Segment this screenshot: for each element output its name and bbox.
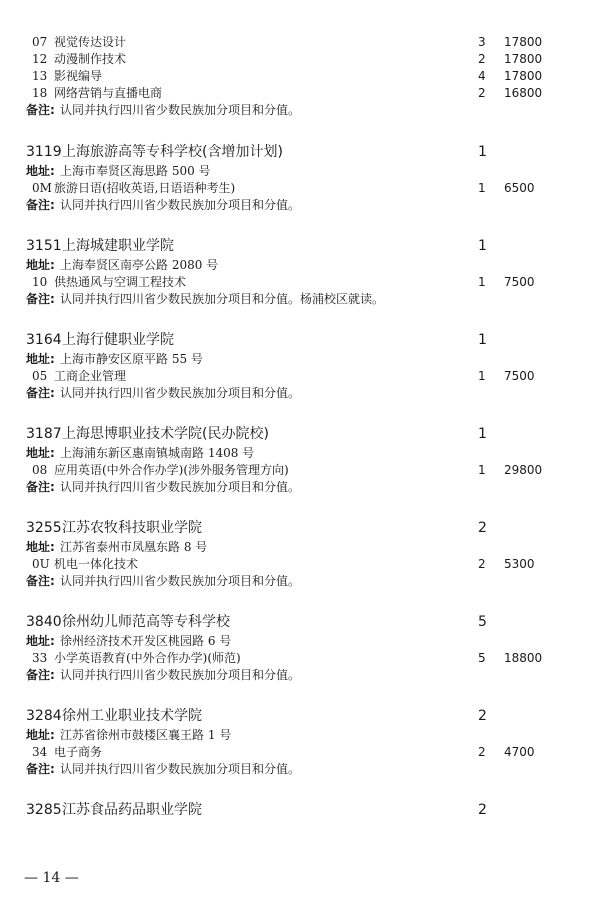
address-text: 徐州经济技术开发区桃园路 6 号: [60, 634, 232, 648]
remark-text: 认同并执行四川省少数民族加分项目和分值。: [60, 386, 301, 400]
major-row: [0, 84, 600, 102]
major-tuition: 17800: [504, 52, 543, 66]
major-count: 2: [478, 557, 486, 571]
address-row: [0, 726, 600, 744]
remark-text: 认同并执行四川省少数民族加分项目和分值。: [60, 668, 301, 682]
major-tuition: 17800: [504, 69, 543, 83]
address-text: 江苏省泰州市凤凰东路 8 号: [60, 540, 208, 554]
address-text: 上海奉贤区南亭公路 2080 号: [60, 258, 219, 272]
school-name: 徐州幼儿师范高等专科学校: [62, 614, 230, 630]
address-label: 地址:: [26, 446, 55, 460]
school-total: 1: [478, 426, 487, 442]
school-name: 上海行健职业学院: [62, 332, 174, 348]
major-code: 12: [32, 52, 48, 66]
school-total: 1: [478, 238, 487, 254]
school-code: 3119: [26, 144, 62, 160]
address-label: 地址:: [26, 634, 55, 648]
page-number: — 14 —: [24, 870, 79, 886]
address-label: 地址:: [26, 164, 55, 178]
address-row: [0, 444, 600, 462]
major-code: 18: [32, 86, 48, 100]
school-total: 5: [478, 614, 487, 630]
major-count: 2: [478, 52, 486, 66]
remark-text: 认同并执行四川省少数民族加分项目和分值。: [60, 198, 301, 212]
major-row: [0, 743, 600, 761]
school-header: [0, 142, 600, 162]
school-name: 徐州工业职业技术学院: [62, 708, 202, 724]
major-name: 影视编导: [54, 69, 103, 83]
major-row: [0, 461, 600, 479]
remark-row: [0, 478, 600, 496]
major-row: [0, 273, 600, 291]
remark-row: [0, 384, 600, 402]
school-total: 1: [478, 144, 487, 160]
remark-label: 备注:: [26, 668, 55, 682]
school-code: 3164: [26, 332, 62, 348]
major-code: 0M: [32, 181, 52, 195]
address-row: [0, 538, 600, 556]
school-header: [0, 518, 600, 538]
remark-row: [0, 196, 600, 214]
school-header: [0, 706, 600, 726]
remark-text: 认同并执行四川省少数民族加分项目和分值。: [60, 762, 301, 776]
remark-label: 备注:: [26, 292, 55, 306]
school-name: 上海旅游高等专科学校(含增加计划): [62, 144, 283, 160]
school-code: 3840: [26, 614, 62, 630]
major-row: [0, 67, 600, 85]
school-total: 2: [478, 802, 487, 818]
remark-row: [0, 760, 600, 778]
major-tuition: 7500: [504, 275, 535, 289]
major-name: 旅游日语(招收英语,日语语种考生): [54, 181, 236, 195]
address-label: 地址:: [26, 352, 55, 366]
school-name: 江苏食品药品职业学院: [62, 802, 202, 818]
remark-text: 认同并执行四川省少数民族加分项目和分值。: [60, 480, 301, 494]
address-row: [0, 162, 600, 180]
major-count: 1: [478, 463, 486, 477]
major-code: 34: [32, 745, 48, 759]
school-header: [0, 424, 600, 444]
major-row: [0, 33, 600, 51]
school-total: 1: [478, 332, 487, 348]
remark-row: [0, 101, 600, 119]
major-row: [0, 179, 600, 197]
school-header: [0, 236, 600, 256]
remark-row: [0, 572, 600, 590]
major-tuition: 5300: [504, 557, 535, 571]
remark-label: 备注:: [26, 386, 55, 400]
major-tuition: 4700: [504, 745, 535, 759]
address-text: 上海浦东新区惠南镇城南路 1408 号: [60, 446, 255, 460]
school-header: [0, 612, 600, 632]
school-total: 2: [478, 520, 487, 536]
major-tuition: 29800: [504, 463, 543, 477]
major-row: [0, 50, 600, 68]
school-code: 3151: [26, 238, 62, 254]
major-count: 5: [478, 651, 486, 665]
major-count: 1: [478, 181, 486, 195]
major-code: 07: [32, 35, 48, 49]
major-tuition: 16800: [504, 86, 543, 100]
address-text: 上海市奉贤区海思路 500 号: [60, 164, 211, 178]
address-text: 江苏省徐州市鼓楼区襄王路 1 号: [60, 728, 232, 742]
major-name: 电子商务: [54, 745, 103, 759]
major-tuition: 7500: [504, 369, 535, 383]
major-tuition: 17800: [504, 35, 543, 49]
remark-row: [0, 290, 600, 308]
remark-label: 备注:: [26, 762, 55, 776]
address-label: 地址:: [26, 540, 55, 554]
school-total: 2: [478, 708, 487, 724]
address-label: 地址:: [26, 258, 55, 272]
major-name: 供热通风与空调工程技术: [54, 275, 187, 289]
major-name: 动漫制作技术: [54, 52, 127, 66]
address-row: [0, 350, 600, 368]
school-header: [0, 330, 600, 350]
major-code: 10: [32, 275, 48, 289]
major-tuition: 18800: [504, 651, 543, 665]
major-count: 4: [478, 69, 486, 83]
remark-row: [0, 666, 600, 684]
remark-text: 认同并执行四川省少数民族加分项目和分值。: [60, 103, 301, 117]
major-count: 3: [478, 35, 486, 49]
school-code: 3285: [26, 802, 62, 818]
major-code: 33: [32, 651, 48, 665]
major-count: 1: [478, 275, 486, 289]
remark-label: 备注:: [26, 103, 55, 117]
major-row: [0, 367, 600, 385]
major-name: 网络营销与直播电商: [54, 86, 163, 100]
address-row: [0, 256, 600, 274]
major-code: 05: [32, 369, 48, 383]
school-code: 3284: [26, 708, 62, 724]
major-name: 机电一体化技术: [54, 557, 139, 571]
major-code: 0U: [32, 557, 50, 571]
school-code: 3187: [26, 426, 62, 442]
address-row: [0, 632, 600, 650]
major-name: 视觉传达设计: [54, 35, 127, 49]
major-name: 应用英语(中外合作办学)(涉外服务管理方向): [54, 463, 289, 477]
major-code: 13: [32, 69, 48, 83]
school-name: 上海城建职业学院: [62, 238, 174, 254]
remark-text: 认同并执行四川省少数民族加分项目和分值。: [60, 574, 301, 588]
major-name: 小学英语教育(中外合作办学)(师范): [54, 651, 241, 665]
address-text: 上海市静安区原平路 55 号: [60, 352, 203, 366]
major-count: 2: [478, 86, 486, 100]
major-name: 工商企业管理: [54, 369, 127, 383]
address-label: 地址:: [26, 728, 55, 742]
major-count: 1: [478, 369, 486, 383]
major-code: 08: [32, 463, 48, 477]
remark-label: 备注:: [26, 574, 55, 588]
major-row: [0, 649, 600, 667]
remark-text: 认同并执行四川省少数民族加分项目和分值。杨浦校区就读。: [60, 292, 385, 306]
remark-label: 备注:: [26, 480, 55, 494]
major-tuition: 6500: [504, 181, 535, 195]
school-code: 3255: [26, 520, 62, 536]
school-name: 上海思博职业技术学院(民办院校): [62, 426, 269, 442]
major-count: 2: [478, 745, 486, 759]
school-header: [0, 800, 600, 820]
school-name: 江苏农牧科技职业学院: [62, 520, 202, 536]
major-row: [0, 555, 600, 573]
remark-label: 备注:: [26, 198, 55, 212]
